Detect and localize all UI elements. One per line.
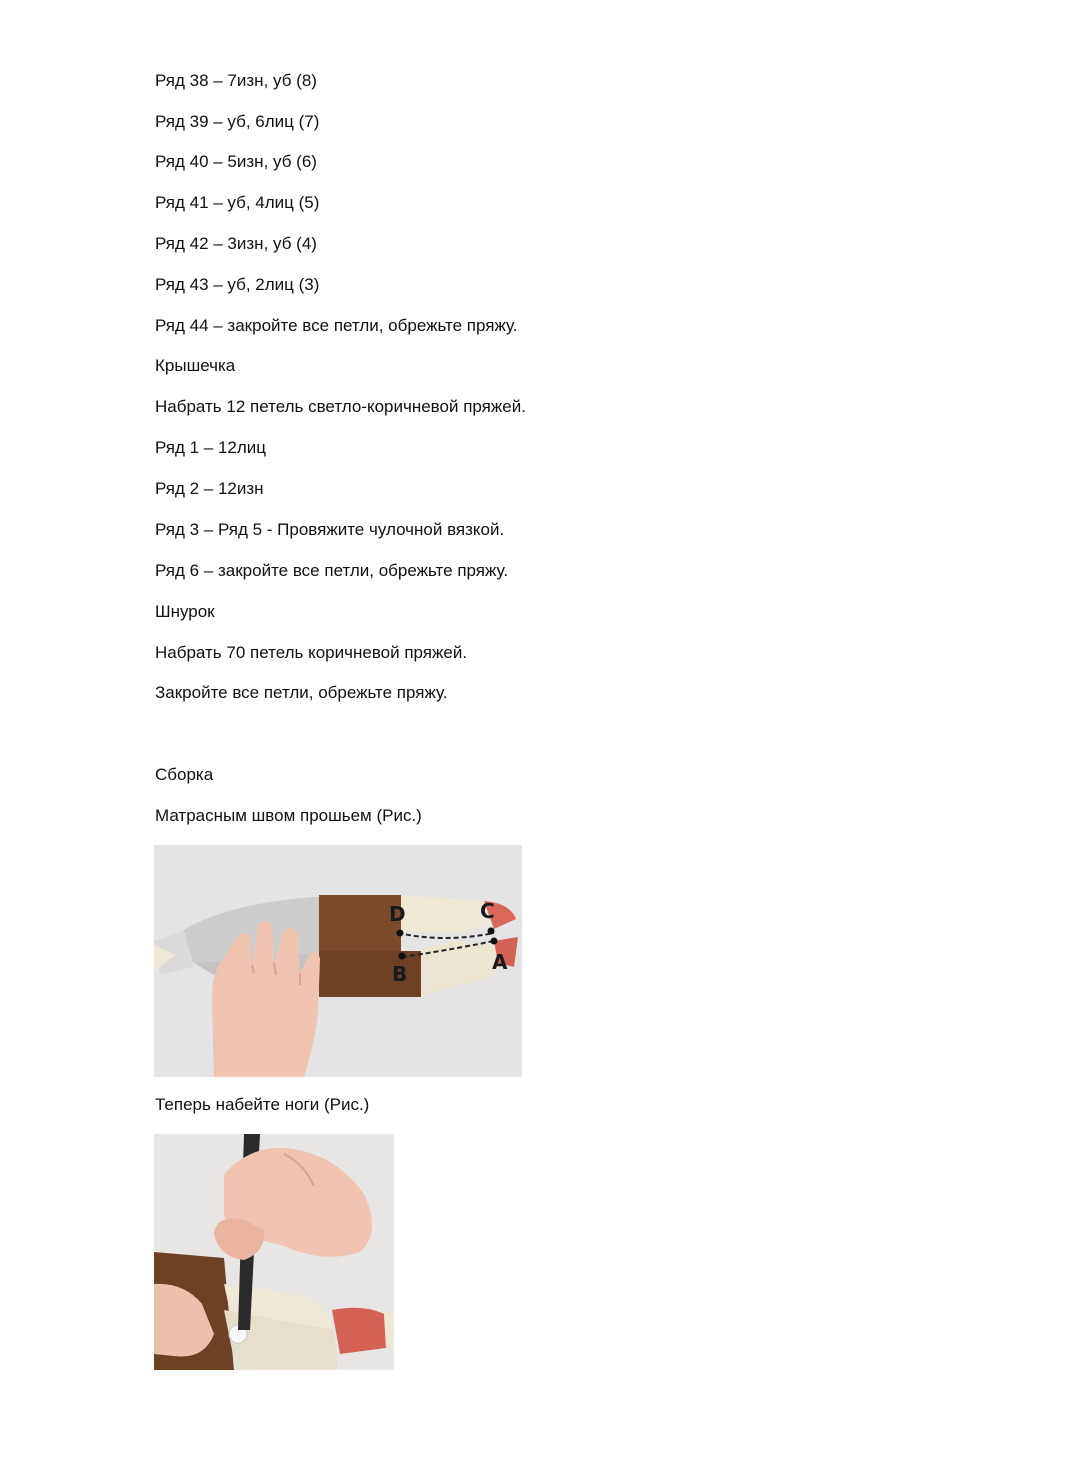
text-row-44: Ряд 44 – закройте все петли, обрежьте пряжу.	[155, 316, 518, 335]
section-heading-lid: Крышечка	[155, 356, 236, 375]
label-b: B	[392, 962, 408, 986]
text-lid-row-1: Ряд 1 – 12лиц	[155, 438, 267, 457]
text-row-38: Ряд 38 – 7изн, уб (8)	[155, 71, 317, 90]
label-a: A	[492, 950, 508, 974]
label-d: D	[389, 902, 406, 926]
section-heading-lace: Шнурок	[155, 602, 215, 621]
text-row-43: Ряд 43 – уб, 2лиц (3)	[155, 275, 320, 294]
text-mattress-stitch: Матрасным швом прошьем (Рис.)	[155, 806, 422, 825]
text-lace-cast-on: Набрать 70 петель коричневой пряжей.	[155, 643, 468, 662]
text-row-41: Ряд 41 – уб, 4лиц (5)	[155, 193, 320, 212]
figure-stuffing-photo	[154, 1134, 394, 1370]
text-row-39: Ряд 39 – уб, 6лиц (7)	[155, 112, 320, 131]
text-lid-row-6: Ряд 6 – закройте все петли, обрежьте пряжу.	[155, 561, 509, 580]
text-lid-row-3-5: Ряд 3 – Ряд 5 - Провяжите чулочной вязкой.	[155, 520, 505, 539]
text-lid-cast-on: Набрать 12 петель светло-коричневой пряжей.	[155, 397, 526, 416]
section-heading-assembly: Сборка	[155, 765, 214, 784]
text-lid-row-2: Ряд 2 – 12изн	[155, 479, 264, 498]
label-c: C	[480, 899, 495, 923]
text-stuff-legs: Теперь набейте ноги (Рис.)	[155, 1095, 370, 1114]
text-lace-bind-off: Закройте все петли, обрежьте пряжу.	[155, 683, 448, 702]
text-row-40: Ряд 40 – 5изн, уб (6)	[155, 152, 317, 171]
figure-mattress-stitch-photo	[154, 845, 522, 1077]
text-row-42: Ряд 42 – 3изн, уб (4)	[155, 234, 317, 253]
